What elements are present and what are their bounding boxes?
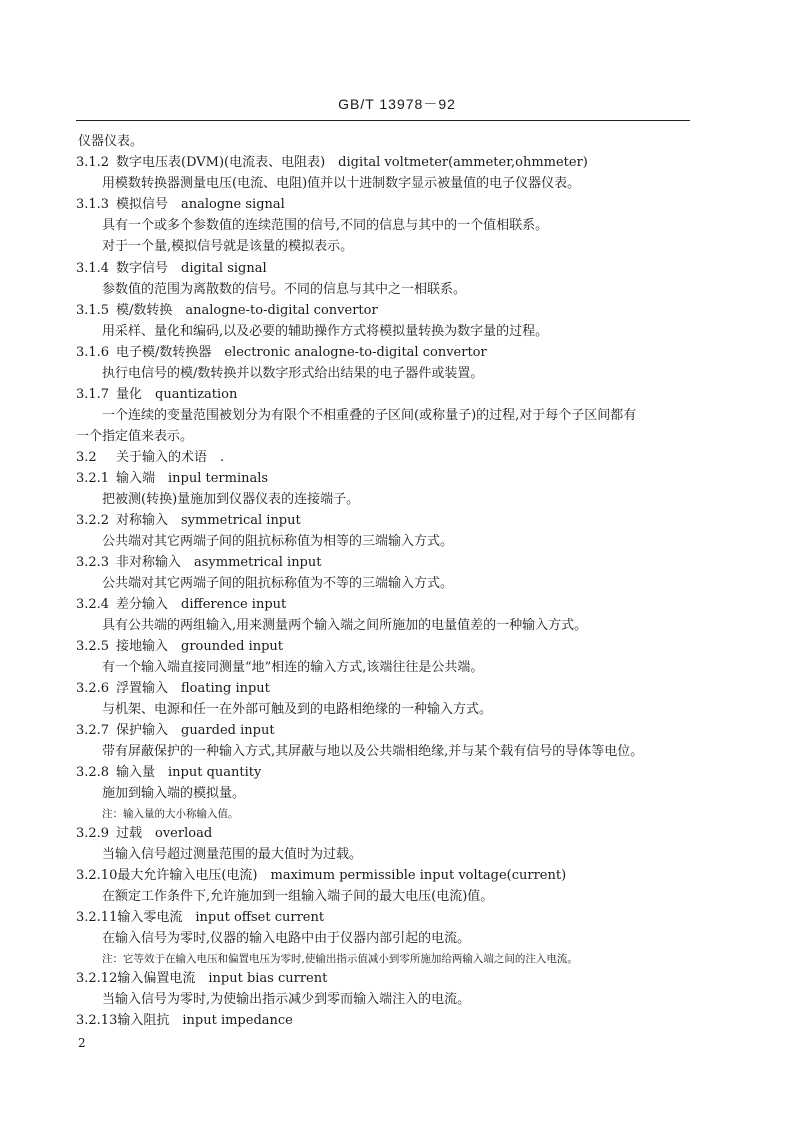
definition-line: 带有屏蔽保护的一种输入方式,其屏蔽与地以及公共端相绝缘,并与某个载有信号的导体等电位。 bbox=[102, 744, 644, 759]
definition-line: 具有一个或多个参数值的连续范围的信号,不同的信息与其中的一个值相联系。 bbox=[102, 218, 549, 233]
term-line: 3.2.7 保护输入 guarded input bbox=[76, 723, 275, 738]
definition-line: 用模数转换器测量电压(电流、电阻)值并以十进制数字显示被量值的电子仪器仪表。 bbox=[102, 176, 581, 191]
term-line: 3.2.3 非对称输入 asymmetrical input bbox=[76, 555, 322, 570]
definition-line: 用采样、量化和编码,以及必要的辅助操作方式将模拟量转换为数字量的过程。 bbox=[102, 324, 549, 339]
definition-line: 在输入信号为零时,仪器的输入电路中由于仪器内部引起的电流。 bbox=[102, 931, 471, 946]
page-number: 2 bbox=[78, 1036, 86, 1050]
document-header: GB/T 13978－92 bbox=[338, 96, 456, 112]
definition-line: 参数值的范围为离散数的信号。不同的信息与其中之一相联系。 bbox=[102, 282, 467, 297]
definition-line: 公共端对其它两端子间的阻抗标称值为不等的三端输入方式。 bbox=[102, 576, 454, 591]
text-line: 一个指定值来表示。 bbox=[76, 429, 194, 444]
term-line: 3.1.5 模/数转换 analogne-to-digital convertor bbox=[76, 303, 378, 318]
term-line: 3.2.6 浮置输入 floating input bbox=[76, 681, 270, 696]
term-line: 3.2.5 接地输入 grounded input bbox=[76, 639, 284, 654]
definition-line: 具有公共端的两组输入,用来测量两个输入端之间所施加的电量值差的一种输入方式。 bbox=[102, 618, 588, 633]
term-line: 3.2.2 对称输入 symmetrical input bbox=[76, 513, 301, 528]
note-line: 注：输入量的大小称输入值。 bbox=[102, 808, 239, 820]
definition-line: 对于一个量,模拟信号就是该量的模拟表示。 bbox=[102, 239, 354, 254]
definition-line: 执行电信号的模/数转换并以数字形式给出结果的电子器件或装置。 bbox=[102, 366, 484, 381]
term-line: 3.2.1 输入端 inpul terminals bbox=[76, 471, 269, 486]
term-line: 3.1.6 电子模/数转换器 electronic analogne-to-digital convertor bbox=[76, 345, 487, 360]
definition-line: 公共端对其它两端子间的阻抗标称值为相等的三端输入方式。 bbox=[102, 534, 454, 549]
definition-line: 把被测(转换)量施加到仪器仪表的连接端子。 bbox=[102, 492, 360, 507]
term-line: 3.1.2 数字电压表(DVM)(电流表、电阻表) digital voltmeter(ammeter,ohmmeter) bbox=[76, 155, 588, 170]
term-line: 3.1.4 数字信号 digital signal bbox=[76, 261, 267, 276]
term-line: 3.1.3 模拟信号 analogne signal bbox=[76, 197, 285, 212]
section-heading: 3.2 关于输入的术语 . bbox=[76, 450, 225, 465]
term-line: 3.2.12输入偏置电流 input bias current bbox=[76, 971, 328, 986]
term-line: 3.2.8 输入量 input quantity bbox=[76, 765, 262, 780]
term-line: 3.1.7 量化 quantization bbox=[76, 387, 238, 402]
term-line: 3.2.9 过载 overload bbox=[76, 826, 213, 841]
definition-line: 当输入信号超过测量范围的最大值时为过载。 bbox=[102, 847, 363, 862]
definition-line: 施加到输入端的模拟量。 bbox=[102, 786, 246, 801]
definition-line: 与机架、电源和任一在外部可触及到的电路相绝缘的一种输入方式。 bbox=[102, 702, 493, 717]
term-line: 3.2.11输入零电流 input offset current bbox=[76, 910, 325, 925]
definition-line: 当输入信号为零时,为使输出指示减少到零而输入端注入的电流。 bbox=[102, 992, 471, 1007]
term-line: 3.2.13输入阻抗 input impedance bbox=[76, 1013, 293, 1028]
term-line: 3.2.10最大允许输入电压(电流) maximum permissible input voltage(current) bbox=[76, 868, 567, 883]
text-line: 仪器仪表。 bbox=[78, 134, 144, 149]
note-line: 注：它等效于在输入电压和偏置电压为零时,使输出指示值减小到零所施加给两输入端之间的注入电流。 bbox=[102, 953, 578, 965]
definition-line: 一个连续的变量范围被划分为有限个不相重叠的子区间(或称量子)的过程,对于每个子区间都有 bbox=[102, 408, 637, 423]
term-line: 3.2.4 差分输入 difference input bbox=[76, 597, 287, 612]
header-rule bbox=[76, 120, 690, 121]
definition-line: 有一个输入端直接同测量“地”相连的输入方式,该端往往是公共端。 bbox=[102, 660, 484, 675]
definition-line: 在额定工作条件下,允许施加到一组输入端子间的最大电压(电流)值。 bbox=[102, 889, 494, 904]
